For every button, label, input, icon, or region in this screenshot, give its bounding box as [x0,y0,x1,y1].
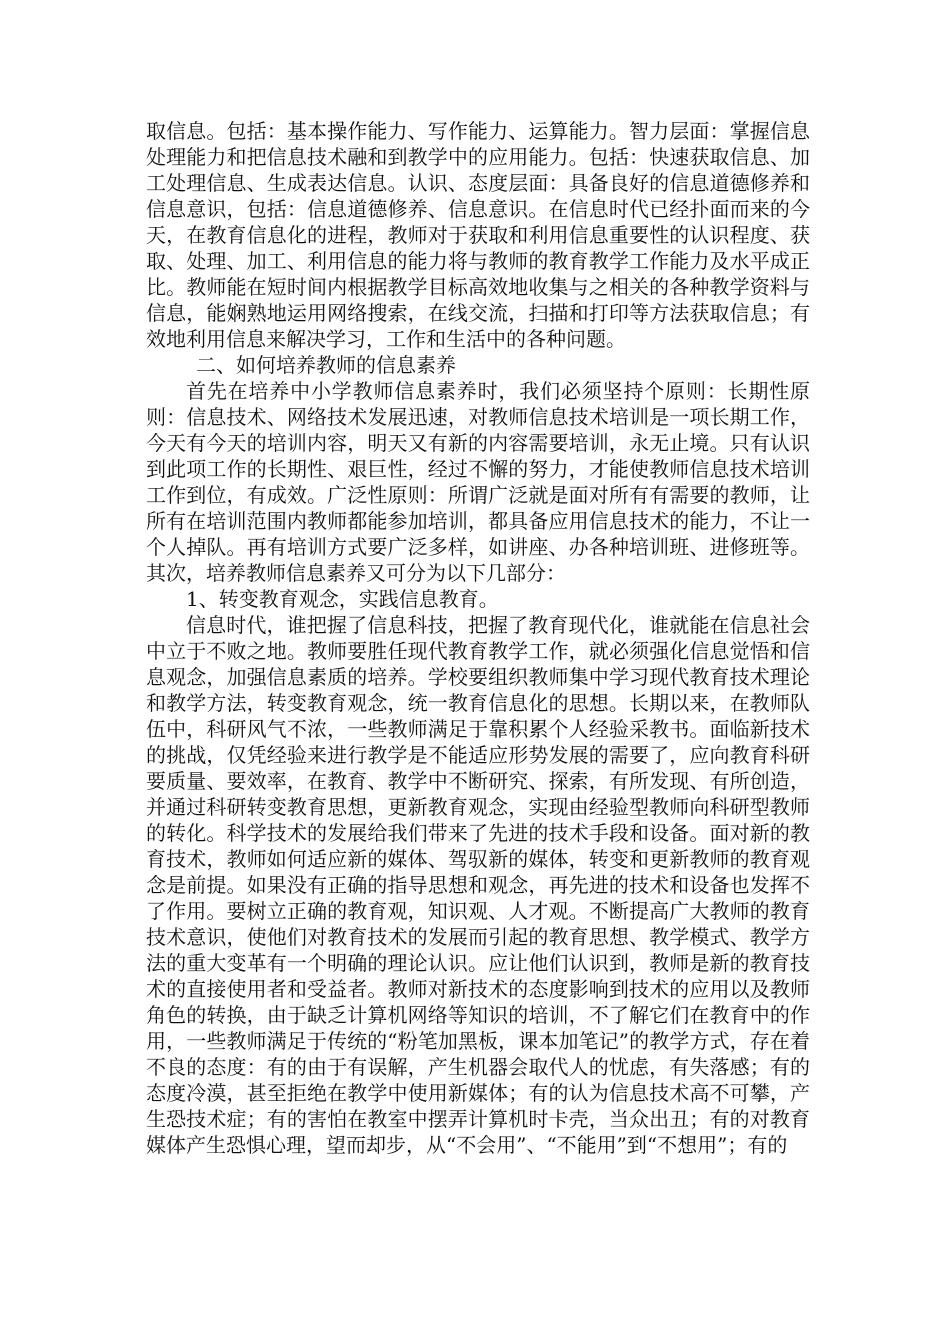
section-heading-two: 二、如何培养教师的信息素养 [196,353,456,377]
subheading-change-concepts: 1、转变教育观念，实践信息教育。 [186,587,499,611]
paragraph-info-literacy-layers: 取信息。包括：基本操作能力、写作能力、运算能力。智力层面：掌握信息处理能力和把信息技术融和到教学中的应用能力。包括：快速获取信息、加工处理信息、生成表达信息。认识、态度层面：具备良好的信息道德修养和信息意识，包括：信息道德修养、信息意识。在信息时代已经扑面而来的今天，在教育信息化的进程，教师对于获取和利用信息重要性的认识程度、获取、处理、加工、利用信息的能力将与教师的教育教学工作能力及水平成正比。教师能在短时间内根据教学目标高效地收集与之相关的各种教学资料与信息，能娴熟地运用网络搜索，在线交流，扫描和打印等方法获取信息；有效地利用信息来解决学习，工作和生活中的各种问题。 [146,119,810,351]
paragraph-information-era: 信息时代，谁把握了信息科技，把握了教育现代化，谁就能在信息社会中立于不败之地。教师要胜任现代教育教学工作，就必须强化信息觉悟和信息观念，加强信息素质的培养。学校要组织教师集中学习现代教育技术理论和教学方法，转变教育观念，统一教育信息化的思想。长期以来，在教师队伍中，科研风气不浓，一些教师满足于靠积累个人经验采教书。面临新技术的挑战，仅凭经验来进行教学是不能适应形势发展的需要了，应向教育科研要质量、要效率，在教育、教学中不断研究、探索，有所发现、有所创造，并通过科研转变教育思想，更新教育观念，实现由经验型教师向科研型教师的转化。科学技术的发展给我们带来了先进的技术手段和设备。面对新的教育技术，教师如何适应新的媒体、驾驭新的媒体，转变和更新教师的教育观念是前提。如果没有正确的指导思想和观念，再先进的技术和设备也发挥不了作用。要树立正确的教育观，知识观、人才观。不断提高广大教师的教育技术意识，使他们对教育技术的发展而引起的教育思想、教学模式、教学方法的重大变革有一个明确的理论认识。应让他们认识到，教师是新的教育技术的直接使用者和受益者。教师对新技术的态度影响到技术的应用以及教师角色的转换，由于缺乏计算机网络等知识的培训，不了解它们在教育中的作用，一些教师满足于传统的“粉笔加黑板，课本加笔记”的教学方式，存在着不良的态度：有的由于有误解，产生机器会取代人的忧虑，有失落感；有的态度冷漠，甚至拒绝在教学中使用新媒体；有的认为信息技术高不可攀，产生恐技术症；有的害怕在教室中摆弄计算机时卡壳，当众出丑；有的对教育媒体产生恐惧心理，望而却步，从“不会用”、“不能用”到“不想用”；有的 [146,613,810,1157]
document-body [146,118,810,1158]
paragraph-training-principles: 首先在培养中小学教师信息素养时，我们必须坚持个原则：长期性原则：信息技术、网络技术发展迅速，对教师信息技术培训是一项长期工作，今天有今天的培训内容，明天又有新的内容需要培训，永无止境。只有认识到此项工作的长期性、艰巨性，经过不懈的努力，才能使教师信息技术培训工作到位，有成效。广泛性原则：所谓广泛就是面对所有有需要的教师，让所有在培训范围内教师都能参加培训，都具备应用信息技术的能力，不让一个人掉队。再有培训方式要广泛多样，如讲座、办各种培训班、进修班等。 其次，培养教师信息素养又可分为以下几部分： [146,379,810,585]
